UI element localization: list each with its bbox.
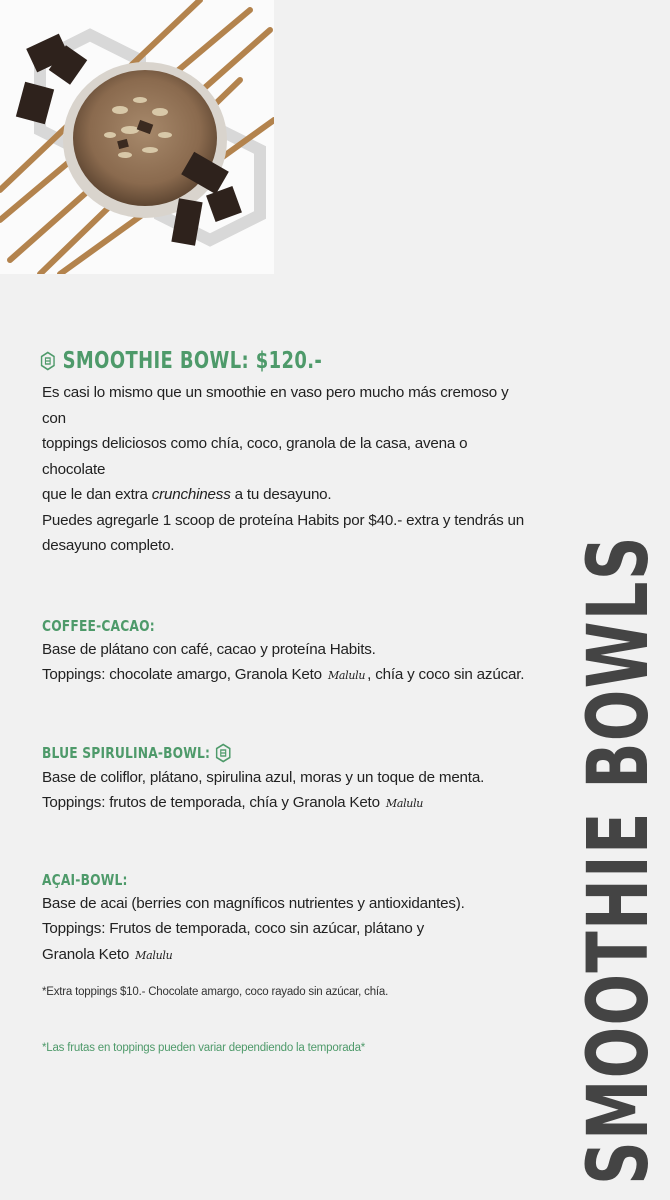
hexagon-badge-icon	[40, 351, 56, 371]
section-base: Base de plátano con café, cacao y proteína Habits.	[42, 640, 376, 658]
intro-paragraph	[42, 380, 532, 559]
section-body	[42, 765, 532, 817]
intro-line: desayuno completo.	[42, 537, 175, 554]
intro-text: a tu desayuno.	[230, 486, 332, 503]
section-toppings	[42, 662, 532, 689]
section-title-text: BLUE SPIRULINA-BOWL:	[42, 743, 211, 762]
brand-signature: Malulu	[135, 948, 173, 962]
brand-signature: Malulu	[385, 797, 424, 810]
section-toppings	[42, 790, 532, 817]
section-toppings	[42, 942, 532, 969]
intro-line: toppings deliciosos como chía, coco, granola de la casa, avena o chocolate	[42, 435, 468, 478]
section-title	[42, 871, 444, 889]
intro-line: Puedes agregarle 1 scoop de proteína Habits por $40.- extra y tendrás un	[42, 511, 525, 529]
intro-text: que le dan extra	[42, 486, 152, 503]
toppings-text: Granola Keto	[42, 945, 130, 963]
intro-emphasis: crunchiness	[151, 486, 231, 503]
section-base: Base de coliflor, plátano, spirulina azul, moras y un toque de menta.	[42, 768, 485, 786]
section-blue-spirulina	[42, 743, 532, 817]
section-body	[42, 891, 532, 969]
season-note: *Las frutas en toppings pueden variar dependiendo la temporada*	[42, 1042, 366, 1054]
brand-signature: Malulu	[327, 669, 366, 682]
intro-line	[42, 482, 532, 508]
hexagon-badge-icon	[215, 743, 231, 763]
toppings-text: Toppings: frutos de temporada, chía y Granola Keto	[42, 794, 380, 811]
extra-toppings-note: *Extra toppings $10.- Chocolate amargo, coco rayado sin azúcar, chía.	[42, 986, 389, 998]
section-base: Base de acai (berries con magníficos nutrientes y antioxidantes).	[42, 894, 465, 912]
toppings-text: , chía y coco sin azúcar.	[367, 666, 525, 683]
vertical-title: SMOOTHIE BOWLS	[569, 535, 667, 1185]
toppings-text: Toppings: chocolate amargo, Granola Keto	[42, 666, 322, 683]
section-title-text: AÇAI-BOWL:	[42, 870, 128, 889]
headline-text: SMOOTHIE BOWL: $120.-	[62, 348, 323, 374]
section-coffee-cacao	[42, 617, 532, 689]
section-acai	[42, 871, 532, 969]
headline	[40, 348, 424, 374]
smoothie-bowl-illustration	[0, 0, 274, 274]
menu-content	[42, 348, 532, 1054]
section-title	[42, 743, 444, 763]
section-body	[42, 637, 532, 689]
section-title-text: COFFEE-CACAO:	[42, 616, 155, 635]
intro-line: Es casi lo mismo que un smoothie en vaso pero mucho más cremoso y con	[42, 384, 509, 427]
section-title	[42, 617, 444, 635]
product-photo	[0, 0, 274, 274]
section-toppings: Toppings: Frutos de temporada, coco sin azúcar, plátano y	[42, 920, 425, 937]
